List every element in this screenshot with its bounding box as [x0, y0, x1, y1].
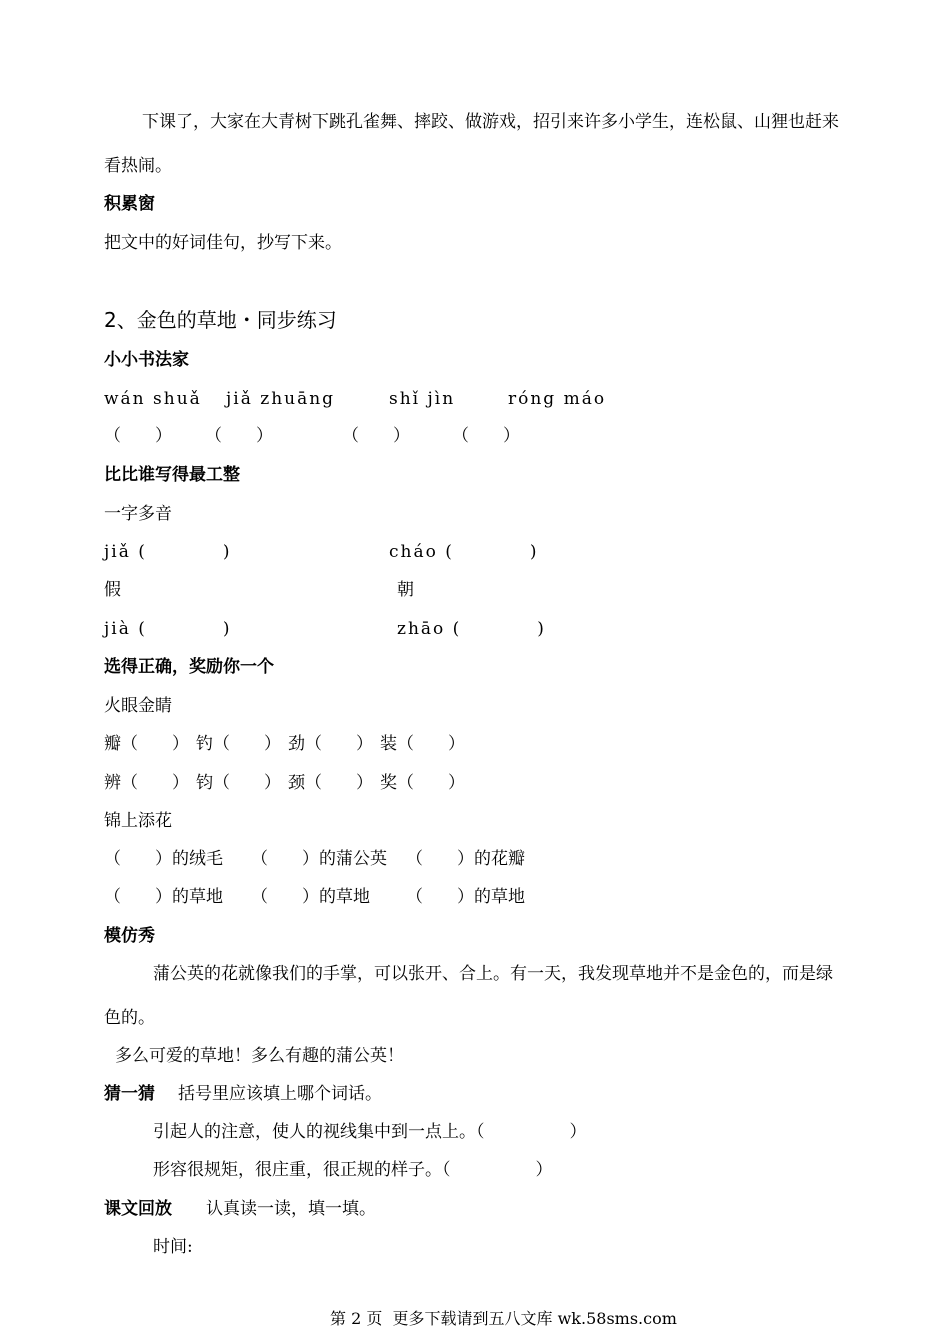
fill-phrase[interactable]: （ ）的草地 [406, 887, 525, 907]
char-bracket-item[interactable]: 装（ ） [380, 734, 465, 754]
fill-phrase[interactable]: （ ）的花瓣 [406, 849, 525, 869]
guess-question-1[interactable]: 引起人的注意，使人的视线集中到一点上。（ ） [153, 1122, 587, 1142]
answer-bracket[interactable]: （ ） [452, 426, 520, 446]
pinyin-jia4[interactable]: jià ( ) [104, 619, 232, 639]
guess-heading: 猜一猜 [104, 1084, 155, 1104]
time-label: 时间: [153, 1237, 193, 1257]
answer-bracket[interactable]: （ ） [104, 426, 172, 446]
section-title: 2、金色的草地・同步练习 [104, 308, 337, 332]
pinyin-shijin: shǐ jìn [389, 389, 456, 409]
guess-question-2[interactable]: 形容很规矩，很庄重，很正规的样子。（ ） [153, 1160, 553, 1180]
accumulate-instruction: 把文中的好词佳句，抄写下来。 [104, 233, 342, 253]
answer-bracket[interactable]: （ ） [205, 426, 273, 446]
pinyin-jiazhuang: jiǎ zhuāng [226, 389, 336, 409]
fill-phrase[interactable]: （ ）的草地 [251, 887, 370, 907]
embellish-subheading: 锦上添花 [104, 811, 172, 831]
passage-line-1: 下课了，大家在大青树下跳孔雀舞、摔跤、做游戏，招引来许多小学生，连松鼠、山狸也赶来 [142, 112, 839, 132]
page-footer: 第 2 页 更多下载请到五八文库 wk.58sms.com [330, 1309, 677, 1328]
passage-line-2: 看热闹。 [104, 156, 172, 176]
fill-phrase[interactable]: （ ）的蒲公英 [251, 849, 387, 869]
char-bracket-item[interactable]: 颈（ ） [288, 773, 373, 793]
pinyin-wanshua: wán shuǎ [104, 389, 202, 409]
replay-heading: 课文回放 [104, 1199, 172, 1219]
accumulate-heading: 积累窗 [104, 194, 155, 214]
pinyin-rongmao: róng máo [508, 389, 607, 409]
pinyin-jia3[interactable]: jiǎ ( ) [104, 542, 232, 562]
imitate-line-1: 蒲公英的花就像我们的手掌，可以张开、合上。有一天，我发现草地并不是金色的，而是绿 [153, 964, 833, 984]
char-bracket-item[interactable]: 钧（ ） [196, 773, 281, 793]
char-bracket-item[interactable]: 瓣（ ） [104, 734, 189, 754]
imitate-line-3: 多么可爱的草地！多么有趣的蒲公英！ [115, 1046, 404, 1066]
char-bracket-item[interactable]: 劲（ ） [288, 734, 373, 754]
answer-bracket[interactable]: （ ） [342, 426, 410, 446]
char-jia: 假 [104, 580, 121, 600]
fill-phrase[interactable]: （ ）的绒毛 [104, 849, 223, 869]
fill-phrase[interactable]: （ ）的草地 [104, 887, 223, 907]
calligraphy-heading: 小小书法家 [104, 350, 189, 370]
guess-instruction: 括号里应该填上哪个词话。 [178, 1084, 382, 1104]
imitate-heading: 模仿秀 [104, 926, 155, 946]
char-bracket-item[interactable]: 奖（ ） [380, 773, 465, 793]
pinyin-chao2[interactable]: cháo ( ) [389, 542, 539, 562]
choose-heading: 选得正确，奖励你一个 [104, 657, 274, 677]
char-bracket-item[interactable]: 辨（ ） [104, 773, 189, 793]
pinyin-zhao1[interactable]: zhāo ( ) [397, 619, 546, 639]
char-chao: 朝 [397, 580, 414, 600]
choose-subheading: 火眼金睛 [104, 696, 172, 716]
imitate-line-2: 色的。 [104, 1008, 155, 1028]
char-bracket-item[interactable]: 钓（ ） [196, 734, 281, 754]
replay-instruction: 认真读一读，填一填。 [206, 1199, 376, 1219]
neat-writing-heading: 比比谁写得最工整 [104, 465, 240, 485]
polyphone-subheading: 一字多音 [104, 504, 172, 524]
